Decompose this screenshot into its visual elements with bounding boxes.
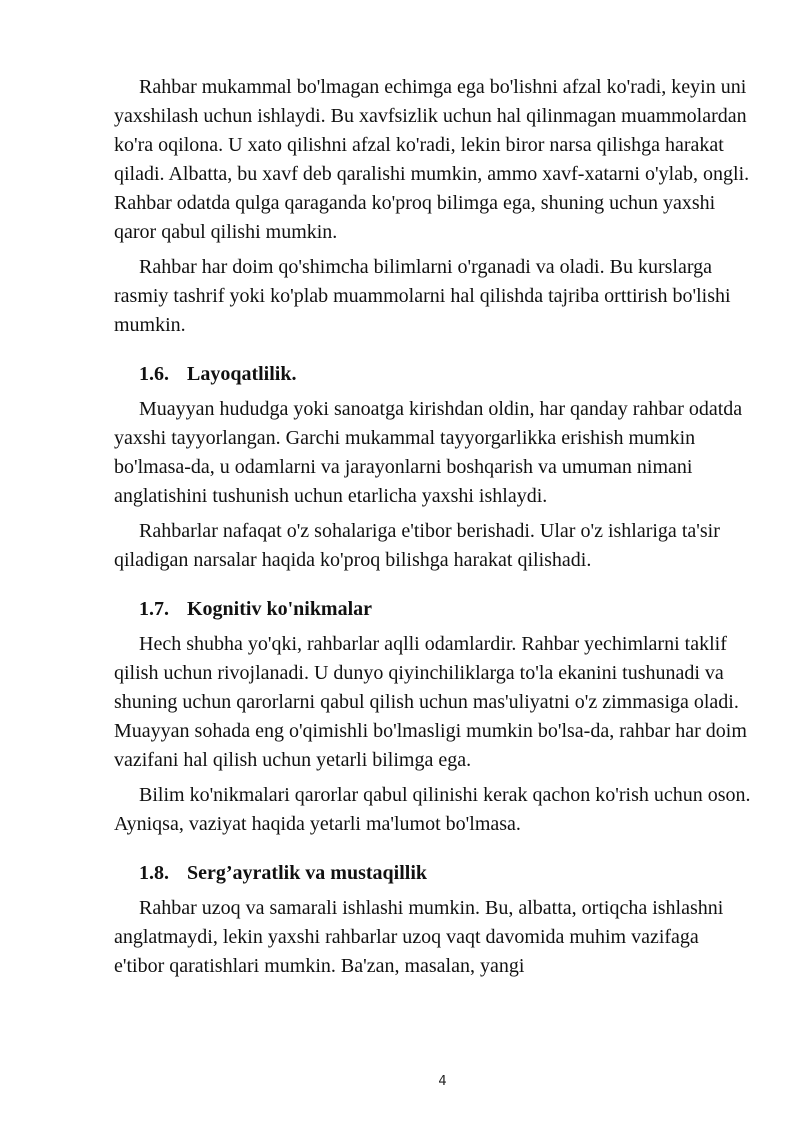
body-paragraph: Muayyan hududga yoki sanoatga kirishdan oldin, har qanday rahbar odatda yaxshi tayyorlangan. Garchi mukammal tayyorgarlikka erishish mumkin bo'lmasa-da, u odamlarni va jarayonlarni boshqarish va umuman nimani anglatishini tushunish uchun etarlicha yaxshi ishlaydi.: [114, 398, 743, 507]
page-number: 4: [438, 1074, 447, 1089]
section-heading-1-6: [114, 360, 754, 389]
body-paragraph: Rahbarlar nafaqat o'z sohalariga e'tibor berishadi. Ular o'z ishlariga ta'sir qiladigan narsalar haqida ko'proq bilishga harakat qilishadi.: [114, 520, 720, 571]
section-title: Serg’ayratlik va mustaqillik: [187, 862, 428, 884]
section-number: 1.7.: [139, 598, 169, 620]
body-paragraph: Rahbar har doim qo'shimcha bilimlarni o'rganadi va oladi. Bu kurslarga rasmiy tashrif yoki ko'plab muammolarni hal qilishda tajriba orttirish bo'lishi mumkin.: [114, 256, 731, 336]
section-number: 1.8.: [139, 862, 169, 884]
body-paragraph: Hech shubha yo'qki, rahbarlar aqlli odamlardir. Rahbar yechimlarni taklif qilish uchun rivojlanadi. U dunyo qiyinchiliklarga to'la ekanini tushunadi va shuning uchun qarorlarni qabul qilish uchun mas'uliyatni o'z zimmasiga oladi. Muayyan sohada eng o'qimishli bo'lmasligi mumkin bo'lsa-da, rahbar har doim vazifani hal qilish uchun yetarli bilimga ega.: [114, 633, 747, 771]
body-paragraph: Rahbar mukammal bo'lmagan echimga ega bo'lishni afzal ko'radi, keyin uni yaxshilash uchun ishlaydi. Bu xavfsizlik uchun hal qilinmagan muammolardan ko'ra oqilona. U xato qilishni afzal ko'radi, lekin biror narsa qilishga harakat qiladi. Albatta, bu xavf deb qaralishi mumkin, ammo xavf-xatarni o'ylab, ongli. Rahbar odatda qulga qaraganda ko'proq bilimga ega, shuning uchun yaxshi qaror qabul qilishi mumkin.: [114, 76, 750, 243]
body-paragraph: Rahbar uzoq va samarali ishlashi mumkin. Bu, albatta, ortiqcha ishlashni anglatmaydi, lekin yaxshi rahbarlar uzoq vaqt davomida muhim vazifaga e'tibor qaratishlari mumkin. Ba'zan, masalan, yangi: [114, 897, 724, 977]
body-paragraph: Bilim ko'nikmalari qarorlar qabul qilinishi kerak qachon ko'rish uchun oson. Ayniqsa, vaziyat haqida yetarli ma'lumot bo'lmasa.: [114, 784, 751, 835]
page-body: [114, 73, 754, 987]
section-title: Layoqatlilik.: [187, 363, 297, 385]
section-number: 1.6.: [139, 363, 169, 385]
section-heading-1-8: [114, 859, 754, 888]
section-title: Kognitiv ko'nikmalar: [187, 598, 373, 620]
section-heading-1-7: [114, 595, 754, 624]
